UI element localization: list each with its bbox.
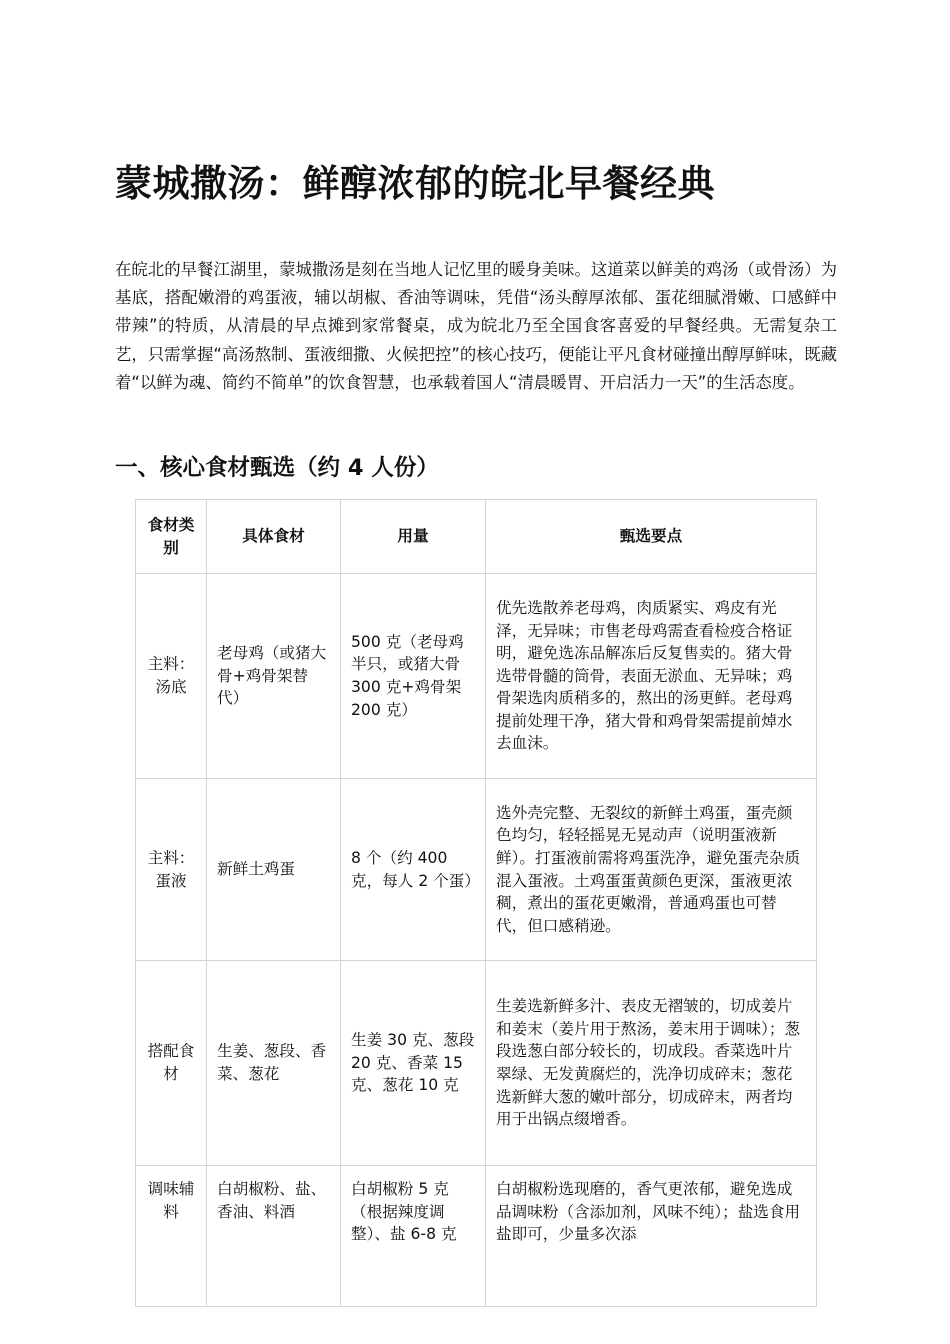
cell-points: 优先选散养老母鸡，肉质紧实、鸡皮有光泽，无异味；市售老母鸡需查看检疫合格证明，避免选冻品解冻后反复售卖的。猪大骨选带骨髓的筒骨，表面无淤血、无异味；鸡骨架选肉质稍多的，熬出的汤更鲜。老母鸡提前处理干净，猪大骨和鸡骨架需提前焯水去血沫。 — [486, 574, 817, 779]
cell-category: 调味辅料 — [136, 1166, 207, 1307]
table-row — [136, 779, 817, 961]
cell-amount: 生姜 30 克、葱段 20 克、香菜 15 克、葱花 10 克 — [341, 961, 486, 1166]
cell-category: 搭配食材 — [136, 961, 207, 1166]
header-category: 食材类别 — [136, 500, 207, 574]
cell-points: 生姜选新鲜多汁、表皮无褶皱的，切成姜片和姜末（姜片用于熬汤，姜末用于调味）；葱段选葱白部分较长的，切成段。香菜选叶片翠绿、无发黄腐烂的，洗净切成碎末；葱花选新鲜大葱的嫩叶部分，切成碎末，两者均用于出锅点缀增香。 — [486, 961, 817, 1166]
header-ingredient: 具体食材 — [207, 500, 341, 574]
cell-points: 白胡椒粉选现磨的，香气更浓郁，避免选成品调味粉（含添加剂，风味不纯）；盐选食用盐即可，少量多次添 — [486, 1166, 817, 1307]
table-row — [136, 961, 817, 1166]
cell-ingredient: 新鲜土鸡蛋 — [207, 779, 341, 961]
table-row — [136, 574, 817, 779]
cell-category: 主料：蛋液 — [136, 779, 207, 961]
section-heading-ingredients: 一、核心食材甄选（约 4 人份） — [115, 455, 439, 481]
table-header-row — [136, 500, 817, 574]
cell-points: 选外壳完整、无裂纹的新鲜土鸡蛋，蛋壳颜色均匀，轻轻摇晃无晃动声（说明蛋液新鲜）。打蛋液前需将鸡蛋洗净，避免蛋壳杂质混入蛋液。土鸡蛋蛋黄颜色更深，蛋液更浓稠，煮出的蛋花更嫩滑，普通鸡蛋也可替代，但口感稍逊。 — [486, 779, 817, 961]
table-row — [136, 1166, 817, 1307]
cell-amount: 白胡椒粉 5 克（根据辣度调整）、盐 6-8 克 — [341, 1166, 486, 1307]
cell-amount: 500 克（老母鸡半只，或猪大骨 300 克+鸡骨架 200 克） — [341, 574, 486, 779]
cell-category: 主料：汤底 — [136, 574, 207, 779]
cell-ingredient: 生姜、葱段、香菜、葱花 — [207, 961, 341, 1166]
page-title: 蒙城撒汤：鲜醇浓郁的皖北早餐经典 — [115, 162, 715, 205]
cell-ingredient: 白胡椒粉、盐、香油、料酒 — [207, 1166, 341, 1307]
cell-ingredient: 老母鸡（或猪大骨+鸡骨架替代） — [207, 574, 341, 779]
ingredients-table — [135, 499, 817, 1307]
ingredients-table-wrapper — [135, 499, 816, 1244]
intro-paragraph: 在皖北的早餐江湖里，蒙城撒汤是刻在当地人记忆里的暖身美味。这道菜以鲜美的鸡汤（或骨汤）为基底，搭配嫩滑的鸡蛋液，辅以胡椒、香油等调味，凭借“汤头醇厚浓郁、蛋花细腻滑嫩、口感鲜中带辣”的特质，从清晨的早点摊到家常餐桌，成为皖北乃至全国食客喜爱的早餐经典。无需复杂工艺，只需掌握“高汤熬制、蛋液细撒、火候把控”的核心技巧，便能让平凡食材碰撞出醇厚鲜味，既藏着“以鲜为魂、简约不简单”的饮食智慧，也承载着国人“清晨暖胃、开启活力一天”的生活态度。 — [115, 260, 837, 392]
cell-amount: 8 个（约 400 克，每人 2 个蛋） — [341, 779, 486, 961]
header-points: 甄选要点 — [486, 500, 817, 574]
header-amount: 用量 — [341, 500, 486, 574]
